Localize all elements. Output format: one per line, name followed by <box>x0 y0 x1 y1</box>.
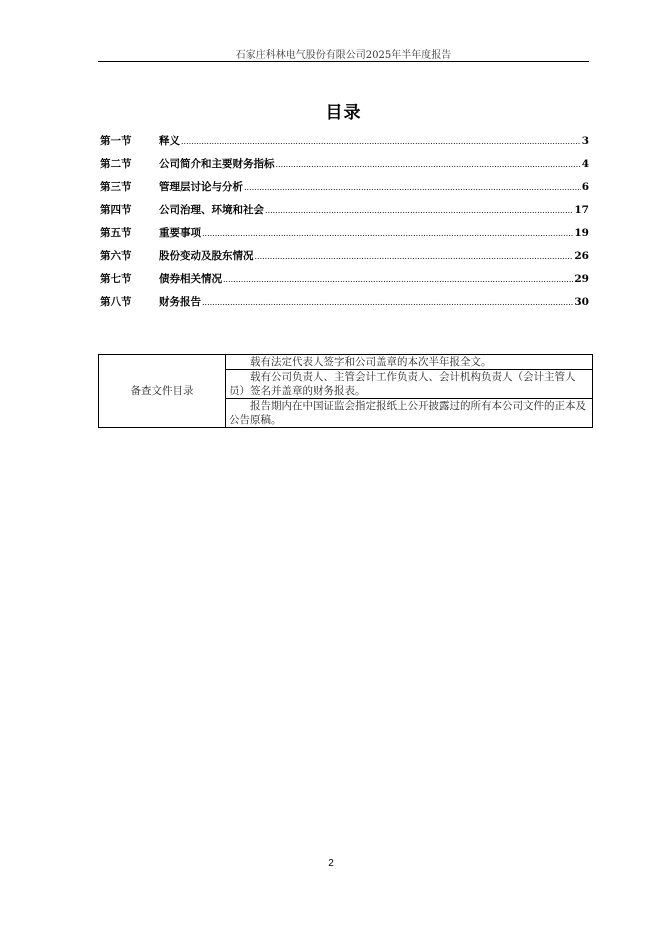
page-number: 2 <box>328 858 334 869</box>
toc-page-number: 19 <box>574 227 589 239</box>
toc-section-number: 第三节 <box>100 181 132 193</box>
toc-leader-dots <box>223 275 573 284</box>
toc-page-number: 6 <box>581 181 589 193</box>
toc-leader-dots <box>276 160 581 169</box>
reference-document-item: 报告期内在中国证监会指定报纸上公开披露过的所有本公司文件的正本及公告原稿。 <box>226 399 593 428</box>
toc-section-number: 第七节 <box>100 273 132 285</box>
toc-section-number: 第二节 <box>100 158 132 170</box>
toc-leader-dots <box>181 137 581 146</box>
toc-entry[interactable] <box>100 294 589 317</box>
toc-leader-dots <box>265 206 573 215</box>
toc-page-number: 17 <box>574 204 589 216</box>
reference-document-item: 载有法定代表人签字和公司盖章的本次半年报全文。 <box>226 355 593 370</box>
toc-leader-dots <box>255 252 574 261</box>
toc-entry[interactable] <box>100 156 589 179</box>
toc-page-number: 3 <box>581 135 589 147</box>
toc-title: 目录 <box>325 103 362 123</box>
toc-section-name: 释义 <box>159 135 180 147</box>
toc-page-number: 26 <box>574 250 589 262</box>
toc-section-name: 公司简介和主要财务指标 <box>159 158 275 170</box>
reference-document-item: 载有公司负责人、主管会计工作负责人、会计机构负责人（会计主管人 员）签名并盖章的财务报表。 <box>226 370 593 399</box>
toc-section-name: 股份变动及股东情况 <box>159 250 254 262</box>
reference-documents-table <box>98 354 593 428</box>
toc-entry[interactable] <box>100 179 589 202</box>
toc-leader-dots <box>202 229 573 238</box>
toc-entry[interactable] <box>100 225 589 248</box>
reference-documents-label: 备查文件目录 <box>99 355 226 428</box>
toc-section-number: 第五节 <box>100 227 132 239</box>
toc-section-name: 公司治理、环境和社会 <box>159 204 264 216</box>
toc-page-number: 4 <box>581 158 589 170</box>
header-divider <box>98 61 589 62</box>
toc-section-name: 财务报告 <box>159 296 201 308</box>
toc-section-number: 第六节 <box>100 250 132 262</box>
toc-section-number: 第一节 <box>100 135 132 147</box>
toc-entry[interactable] <box>100 202 589 225</box>
running-header: 石家庄科林电气股份有限公司2025年半年度报告 <box>235 50 452 61</box>
toc-section-number: 第四节 <box>100 204 132 216</box>
toc-section-name: 管理层讨论与分析 <box>159 181 243 193</box>
table-of-contents <box>100 133 589 317</box>
table-row <box>99 355 593 370</box>
toc-leader-dots <box>202 298 573 307</box>
toc-entry[interactable] <box>100 248 589 271</box>
toc-section-name: 债券相关情况 <box>159 273 222 285</box>
toc-leader-dots <box>244 183 581 192</box>
toc-section-name: 重要事项 <box>159 227 201 239</box>
toc-section-number: 第八节 <box>100 296 132 308</box>
toc-page-number: 30 <box>574 296 589 308</box>
toc-page-number: 29 <box>574 273 589 285</box>
toc-entry[interactable] <box>100 133 589 156</box>
toc-entry[interactable] <box>100 271 589 294</box>
